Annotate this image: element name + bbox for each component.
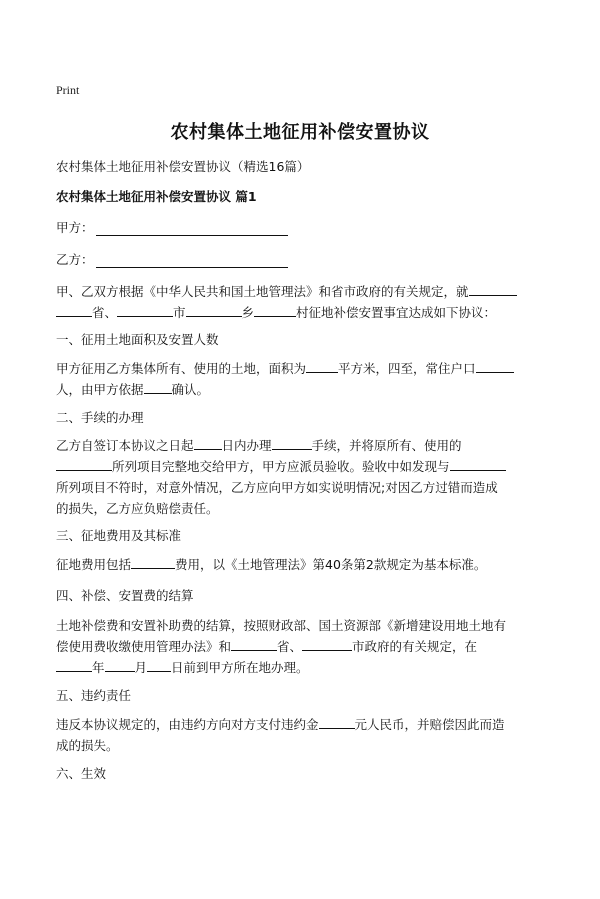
section-4-paragraph bbox=[56, 615, 548, 678]
section-1-paragraph bbox=[56, 358, 548, 400]
section-text: 确认。 bbox=[171, 382, 210, 397]
intro-paragraph bbox=[56, 281, 548, 323]
blank bbox=[105, 657, 135, 672]
section-text: 日内办理 bbox=[221, 438, 272, 453]
party-b-label: 乙方： bbox=[56, 252, 94, 267]
blank bbox=[194, 435, 222, 450]
section-text: 月 bbox=[134, 660, 148, 675]
party-b-row bbox=[56, 250, 288, 268]
party-a-label: 甲方： bbox=[56, 220, 94, 235]
intro-text: 市 bbox=[173, 305, 186, 320]
intro-text: 甲、乙双方根据《中华人民共和国土地管理法》和省市政府的有关规定，就 bbox=[56, 284, 469, 299]
blank bbox=[56, 302, 92, 317]
section-5-paragraph bbox=[56, 714, 548, 756]
print-link[interactable]: Print bbox=[56, 83, 80, 97]
blank bbox=[56, 657, 92, 672]
section-text: 手续，并将原所有、使用的 bbox=[311, 438, 462, 453]
blank bbox=[186, 302, 242, 317]
intro-text: 乡 bbox=[241, 305, 255, 320]
blank bbox=[302, 636, 352, 651]
section-text: 日前到甲方所在地办理。 bbox=[171, 660, 309, 675]
blank bbox=[147, 657, 171, 672]
section-text: 成的损失。 bbox=[56, 738, 119, 753]
section-heading: 五、违约责任 bbox=[56, 688, 132, 703]
section-text: 人，由甲方依据 bbox=[56, 382, 144, 397]
party-b-blank bbox=[96, 255, 288, 268]
section-text: 元人民币，并赔偿因此而造 bbox=[354, 717, 505, 732]
section-text: 土地补偿费和安置补助费的结算，按照财政部、国土资源部《新增建设用地土地有 bbox=[56, 618, 507, 633]
section-heading: 四、补偿、安置费的结算 bbox=[56, 588, 194, 603]
blank bbox=[476, 358, 514, 373]
article-title: 农村集体土地征用补偿安置协议 篇1 bbox=[56, 189, 257, 204]
section-text: 平方米，四至，常住户口 bbox=[338, 361, 476, 376]
section-heading: 二、手续的办理 bbox=[56, 410, 144, 425]
party-a-row bbox=[56, 218, 288, 236]
blank bbox=[319, 714, 355, 729]
section-3-paragraph bbox=[56, 554, 548, 575]
section-text: 省、 bbox=[277, 639, 303, 654]
blank bbox=[272, 435, 312, 450]
blank bbox=[306, 358, 338, 373]
section-text: 乙方自签订本协议之日起 bbox=[56, 438, 194, 453]
blank bbox=[231, 636, 277, 651]
blank bbox=[469, 281, 517, 296]
section-heading: 六、生效 bbox=[56, 766, 107, 781]
section-heading: 一、征用土地面积及安置人数 bbox=[56, 332, 219, 347]
section-text: 偿使用费收缴使用管理办法》和 bbox=[56, 639, 232, 654]
blank bbox=[117, 302, 173, 317]
blank bbox=[56, 456, 112, 471]
section-heading: 三、征地费用及其标准 bbox=[56, 528, 182, 543]
intro-text: 村征地补偿安置事宜达成如下协议： bbox=[296, 305, 497, 320]
section-2-paragraph bbox=[56, 435, 548, 519]
section-text: 市政府的有关规定，在 bbox=[352, 639, 478, 654]
section-text: 所列项目不符时，对意外情况，乙方应向甲方如实说明情况;对因乙方过错而造成 bbox=[56, 480, 498, 495]
section-text: 费用，以《土地管理法》第40条第2款规定为基本标准。 bbox=[175, 557, 487, 572]
party-a-blank bbox=[96, 223, 288, 236]
section-text: 的损失，乙方应负赔偿责任。 bbox=[56, 501, 219, 516]
section-text: 年 bbox=[92, 660, 105, 675]
blank bbox=[450, 456, 506, 471]
section-text: 征地费用包括 bbox=[56, 557, 132, 572]
document-title: 农村集体土地征用补偿安置协议 bbox=[170, 122, 430, 143]
document-subtitle: 农村集体土地征用补偿安置协议（精选16篇） bbox=[56, 159, 310, 174]
blank bbox=[131, 554, 175, 569]
blank bbox=[254, 302, 296, 317]
section-text: 甲方征用乙方集体所有、使用的土地，面积为 bbox=[56, 361, 307, 376]
intro-text: 省、 bbox=[92, 305, 118, 320]
blank bbox=[144, 379, 172, 394]
section-text: 违反本协议规定的，由违约方向对方支付违约金 bbox=[56, 717, 319, 732]
section-text: 所列项目完整地交给甲方，甲方应派员验收。验收中如发现与 bbox=[112, 459, 450, 474]
